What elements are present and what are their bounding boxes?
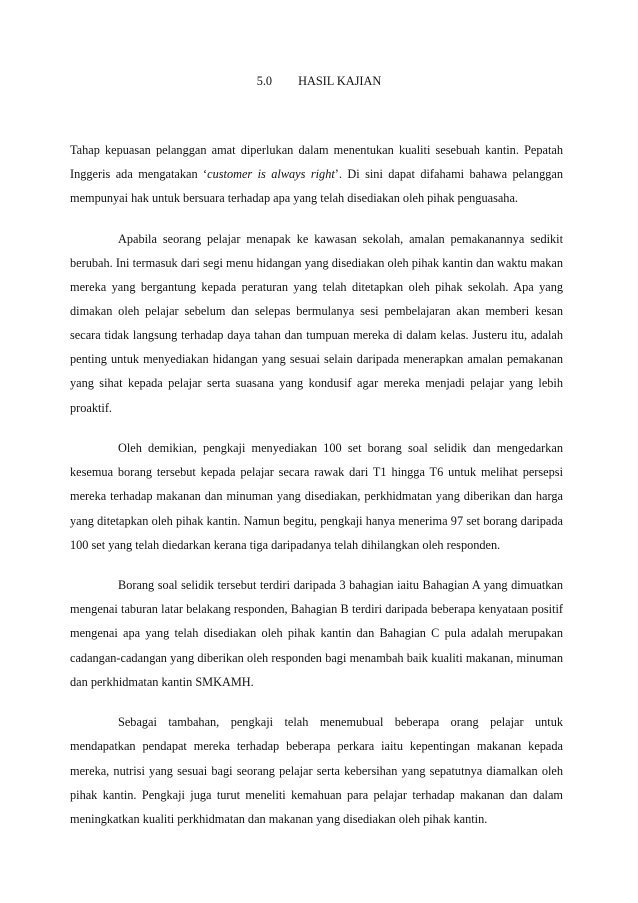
paragraph-4: Borang soal selidik tersebut terdiri daripada 3 bahagian iaitu Bahagian A yang dimuatkan mengenai taburan latar belakang responden, Bahagian B terdiri daripada beberapa kenyataan positif mengenai apa yang telah disediakan oleh pihak kantin dan Bahagian C pula adalah merupakan cadangan-cadangan yang diberikan oleh responden bagi menambah baik kualiti makanan, minuman dan perkhidmatan kantin SMKAMH.: [70, 578, 563, 689]
paragraph-1: [70, 138, 563, 210]
body-text: [70, 138, 563, 847]
section-heading: [0, 74, 638, 89]
paragraph-5: Sebagai tambahan, pengkaji telah menemubual beberapa orang pelajar untuk mendapatkan pendapat mereka terhadap beberapa perkara iaitu kepentingan makanan kepada mereka, nutrisi yang sesuai bagi seorang pelajar serta kebersihan yang sepatutnya diamalkan oleh pihak kantin. Pengkaji juga turut meneliti kemahuan para pelajar terhadap makanan dan dalam meningkatkan kualiti perkhidmatan dan makanan yang disediakan oleh pihak kantin.: [70, 715, 563, 826]
section-number: 5.0: [256, 74, 273, 88]
paragraph-3: Oleh demikian, pengkaji menyediakan 100 set borang soal selidik dan mengedarkan kesemua borang tersebut kepada pelajar secara rawak dari T1 hingga T6 untuk melihat persepsi mereka terhadap makanan dan minuman yang disediakan, perkhidmatan yang diberikan dan harga yang ditetapkan oleh pihak kantin. Namun begitu, pengkaji hanya menerima 97 set borang daripada 100 set yang telah diedarkan kerana tiga daripadanya telah dihilangkan oleh responden.: [70, 441, 563, 552]
paragraph-1-start: Tahap kepuasan pelanggan amat diperlukan dalam menentukan kualiti sesebuah kantin. Pepatah Inggeris ada mengatakan ‘: [70, 143, 563, 182]
section-title: HASIL KAJIAN: [298, 74, 382, 88]
paragraph-1-end: ’. Di sini dapat difahami bahawa pelanggan mempunyai hak untuk bersuara terhadap apa yang telah disediakan oleh pihak penguasaha.: [70, 167, 563, 206]
paragraph-1-quote: customer is always right: [207, 167, 335, 182]
paragraph-2: Apabila seorang pelajar menapak ke kawasan sekolah, amalan pemakanannya sedikit berubah. Ini termasuk dari segi menu hidangan yang disediakan oleh pihak kantin dan waktu makan mereka yang bergantung kepada peraturan yang telah ditetapkan oleh pihak sekolah. Apa yang dimakan oleh pelajar sebelum dan selepas bermulanya sesi pembelajaran akan memberi kesan secara tidak langsung terhadap daya tahan dan tumpuan mereka di dalam kelas. Justeru itu, adalah penting untuk menyediakan hidangan yang sesuai selain daripada menerapkan amalan pemakanan yang sihat kepada pelajar serta suasana yang kondusif agar mereka menjadi pelajar yang lebih proaktif.: [70, 231, 563, 415]
